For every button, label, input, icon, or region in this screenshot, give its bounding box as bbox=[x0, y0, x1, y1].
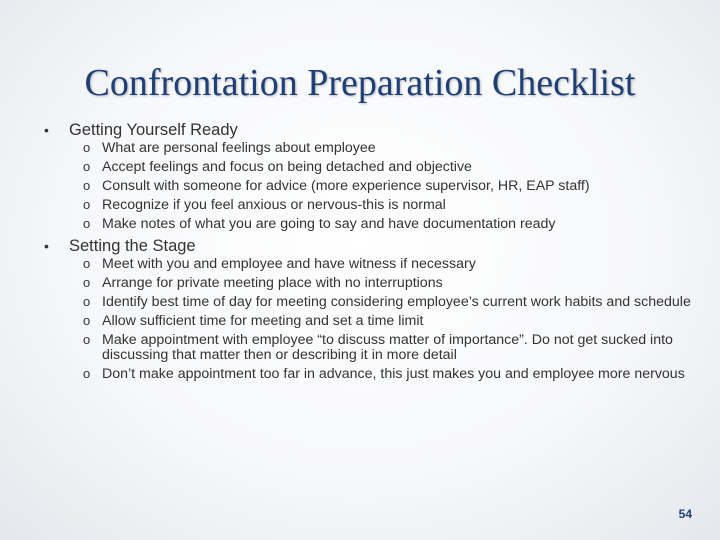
slide-content bbox=[44, 120, 694, 386]
list-item-text: Make notes of what you are going to say and have documentation ready bbox=[102, 216, 556, 232]
sub-bullet-icon: o bbox=[83, 178, 91, 193]
sub-bullet-icon: o bbox=[83, 275, 91, 290]
sub-bullet-icon: o bbox=[83, 159, 91, 174]
list-item bbox=[44, 257, 694, 272]
list-item bbox=[44, 333, 694, 362]
list-item bbox=[44, 295, 694, 310]
list-item-text: Make appointment with employee “to discuss matter of importance”. Do not get sucked into discussing that matter then or describing it in more detail bbox=[102, 332, 673, 363]
section-heading bbox=[44, 120, 694, 141]
sub-list bbox=[44, 141, 694, 232]
sub-bullet-icon: o bbox=[83, 256, 91, 271]
list-item-text: Allow sufficient time for meeting and set a time limit bbox=[102, 313, 424, 329]
section-heading-text: Setting the Stage bbox=[69, 237, 196, 255]
sub-bullet-icon: o bbox=[83, 140, 91, 155]
slide-title: Confrontation Preparation Checklist bbox=[84, 62, 636, 104]
list-item-text: What are personal feelings about employee bbox=[102, 140, 376, 156]
list-item-text: Recognize if you feel anxious or nervous-this is normal bbox=[102, 197, 446, 213]
page-number: 54 bbox=[678, 507, 692, 521]
list-item bbox=[44, 198, 694, 213]
bullet-icon: • bbox=[44, 238, 49, 254]
sub-list bbox=[44, 257, 694, 381]
sub-bullet-icon: o bbox=[83, 294, 91, 309]
sub-bullet-icon: o bbox=[83, 216, 91, 231]
list-item bbox=[44, 141, 694, 156]
list-item-text: Meet with you and employee and have witness if necessary bbox=[102, 256, 476, 272]
list-item bbox=[44, 314, 694, 329]
sub-bullet-icon: o bbox=[83, 332, 91, 347]
list-item bbox=[44, 160, 694, 175]
sub-bullet-icon: o bbox=[83, 365, 91, 381]
section-setting-stage bbox=[44, 236, 694, 381]
list-item-text: Identify best time of day for meeting considering employee’s current work habits and schedule bbox=[102, 294, 691, 310]
list-item bbox=[44, 276, 694, 291]
section-heading bbox=[44, 236, 694, 257]
section-heading-text: Getting Yourself Ready bbox=[69, 121, 238, 139]
list-item-text: Consult with someone for advice (more experience supervisor, HR, EAP staff) bbox=[102, 178, 590, 194]
sub-bullet-icon: o bbox=[83, 313, 91, 328]
bullet-icon: • bbox=[44, 122, 49, 138]
list-item bbox=[44, 179, 694, 194]
list-item bbox=[44, 217, 694, 232]
list-item bbox=[44, 367, 694, 382]
list-item-text: Arrange for private meeting place with no interruptions bbox=[102, 275, 443, 291]
sub-bullet-icon: o bbox=[83, 197, 91, 212]
section-getting-ready bbox=[44, 120, 694, 232]
list-item-text: Don’t make appointment too far in advance, this just makes you and employee more nervous bbox=[102, 365, 685, 382]
list-item-text: Accept feelings and focus on being detached and objective bbox=[102, 159, 472, 175]
